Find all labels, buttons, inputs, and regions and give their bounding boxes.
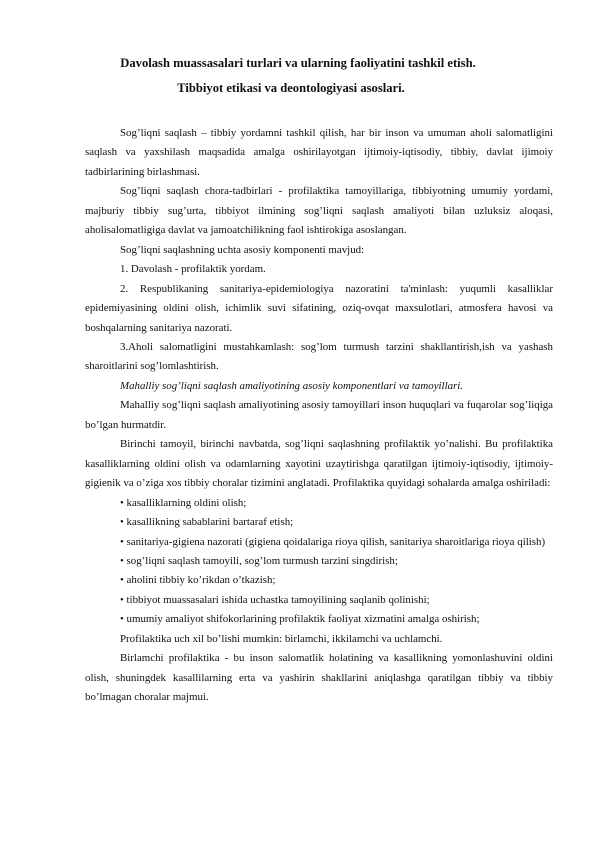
section-heading-italic: Mahalliy sog’liqni saqlash amaliyotining asosiy komponentlari va tamoyillari.	[120, 379, 464, 392]
bullet-item: • kasalliklarning oldini olish;	[120, 496, 247, 509]
bullet-item: • kasallikning sabablarini bartaraf etish;	[120, 516, 294, 529]
paragraph-definition: Sog’liqni saqlash – tibbiy yordamni tashkil qilish, har bir inson va umuman aholi salomatligini saqlash va yaxshilash maqsadida amalga oshirilayotgan ijtimoiy-iqtisodiy, tibbiy, davlat ijimoiy tadbirlarining birlashmasi.	[85, 127, 553, 178]
paragraph-measures: Sog’liqni saqlash chora-tadbirlari - profilaktika tamoyillariga, tibbiyotning umumiy yordami, majburiy tibbiy sug’urta, tibbiyot ilmining sog’liqni saqlash amaliyoti bilan uzluksiz aloqasi, aholisalomatligiga davlat va jamoatchilikning faol ishtirokiga asoslangan.	[85, 185, 553, 237]
document-body	[85, 124, 553, 708]
list-item-component-3: 3.Aholi salomatligini mustahkamlash: sog’lom turmush tarzini shakllantirish,ish va yashash sharoitlarini sog’lomlashtirish.	[85, 340, 553, 373]
bullet-item: • sanitariya-gigiena nazorati (gigiena qoidalariga rioya qilish, sanitariya sharoitlariga rioya qilish)	[120, 535, 546, 548]
bullet-item: • umumiy amaliyot shifokorlarining profilaktik faoliyat xizmatini amalga oshirish;	[120, 613, 480, 626]
document-title-line-1: Davolash muassasalari turlari va ularning faoliyatini tashkil etish.	[120, 56, 476, 70]
bullet-item: • tibbiyot muassasalari ishida uchastka tamoyilining saqlanib qolinishi;	[120, 593, 430, 606]
paragraph-principles: Mahalliy sog’liqni saqlash amaliyotining asosiy tamoyillari inson huquqlari va fuqarolar sog’liqiga bo’lgan hurmatdir.	[85, 399, 553, 431]
bullet-item: • aholini tibbiy ko’rikdan o’tkazish;	[120, 574, 276, 587]
paragraph-components-intro: Sog’liqni saqlashning uchta asosiy komponenti mavjud:	[120, 243, 365, 256]
document-title-line-2: Tibbiyot etikasi va deontologiyasi asoslari.	[177, 81, 405, 95]
list-item-component-2: 2. Respublikaning sanitariya-epidemiologiya nazoratini ta'minlash: yuqumli kasalliklar epidemiyasining oldini olish, ichimlik suvi sifatining, oziq-ovqat maxsulotlari, atmosfera havosi va boshqalarning sanitariya nazorati.	[85, 282, 553, 334]
paragraph-prevention-types: Profilaktika uch xil bo’lishi mumkin: birlamchi, ikkilamchi va uchlamchi.	[120, 632, 443, 645]
paragraph-first-principle: Birinchi tamoyil, birinchi navbatda, sog’liqni saqlashning profilaktik yo’nalishi. Bu profilaktika kasalliklarning oldini olish va odamlarning xayotini uzaytirishga qaratilgan ijtimoiy-iqtisodiy, ijtimoiy-gigienik va o’ziga xos tibbiy choralar tizimini anglatadi. Profilaktika quyidagi sohalarda amalga oshiriladi:	[85, 438, 553, 490]
bullet-item: • sog’liqni saqlash tamoyili, sog’lom turmush tarzini singdirish;	[120, 554, 398, 567]
paragraph-primary-prevention: Birlamchi profilaktika - bu inson salomatlik holatining va kasallikning yomonlashuvini oldini olish, shuningdek kasallilarning erta va yashirin shakllarini aniqlashga qaratilgan tibbiy va tibbiy bo’lmagan choralar majmui.	[85, 652, 553, 704]
list-item-component-1: 1. Davolash - profilaktik yordam.	[120, 263, 266, 276]
